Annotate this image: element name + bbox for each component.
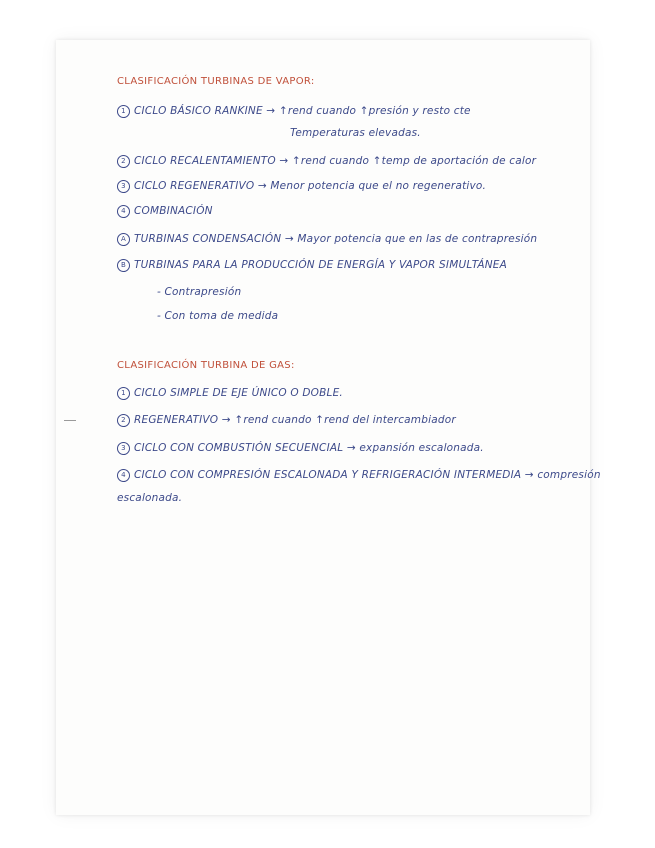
item-number: 3 (117, 180, 130, 193)
note-text: CICLO SIMPLE DE EJE ÚNICO O DOBLE. (134, 387, 343, 399)
note-text: CICLO CON COMPRESIÓN ESCALONADA Y REFRIGERACIÓN INTERMEDIA → compresión (134, 469, 601, 481)
note-text: CICLO RECALENTAMIENTO → ↑rend cuando ↑temp de aportación de calor (134, 155, 537, 167)
note-subitem: - Con toma de medida (157, 310, 279, 322)
note-line (117, 205, 213, 218)
item-number: 2 (117, 155, 130, 168)
note-line (117, 259, 507, 272)
item-number: B (117, 259, 130, 272)
note-line-continuation: escalonada. (117, 492, 183, 504)
note-line-continuation: Temperaturas elevadas. (290, 127, 421, 139)
note-subitem: - Contrapresión (157, 286, 242, 298)
item-number: 4 (117, 205, 130, 218)
note-text: CICLO CON COMBUSTIÓN SECUENCIAL → expansión escalonada. (134, 442, 484, 454)
note-line (117, 233, 537, 246)
section-heading-gas: CLASIFICACIÓN TURBINA DE GAS: (117, 360, 295, 371)
section-heading-steam: CLASIFICACIÓN TURBINAS DE VAPOR: (117, 76, 315, 87)
note-line (117, 442, 484, 455)
item-number: A (117, 233, 130, 246)
note-line (117, 387, 343, 400)
note-line (117, 155, 536, 168)
note-text: CICLO BÁSICO RANKINE → ↑rend cuando ↑presión y resto cte (134, 105, 471, 117)
item-number: 1 (117, 105, 130, 118)
page-edge-mark (64, 420, 76, 421)
note-line (117, 469, 601, 482)
note-line (117, 180, 486, 193)
item-number: 1 (117, 387, 130, 400)
note-text: COMBINACIÓN (134, 205, 213, 217)
note-text: CICLO REGENERATIVO → Menor potencia que el no regenerativo. (134, 180, 487, 192)
item-number: 4 (117, 469, 130, 482)
note-line (117, 105, 471, 118)
note-line (117, 414, 456, 427)
note-text: TURBINAS PARA LA PRODUCCIÓN DE ENERGÍA Y VAPOR SIMULTÁNEA (134, 259, 508, 271)
item-number: 2 (117, 414, 130, 427)
note-text: REGENERATIVO → ↑rend cuando ↑rend del intercambiador (134, 414, 456, 426)
note-text: TURBINAS CONDENSACIÓN → Mayor potencia que en las de contrapresión (134, 233, 538, 245)
item-number: 3 (117, 442, 130, 455)
